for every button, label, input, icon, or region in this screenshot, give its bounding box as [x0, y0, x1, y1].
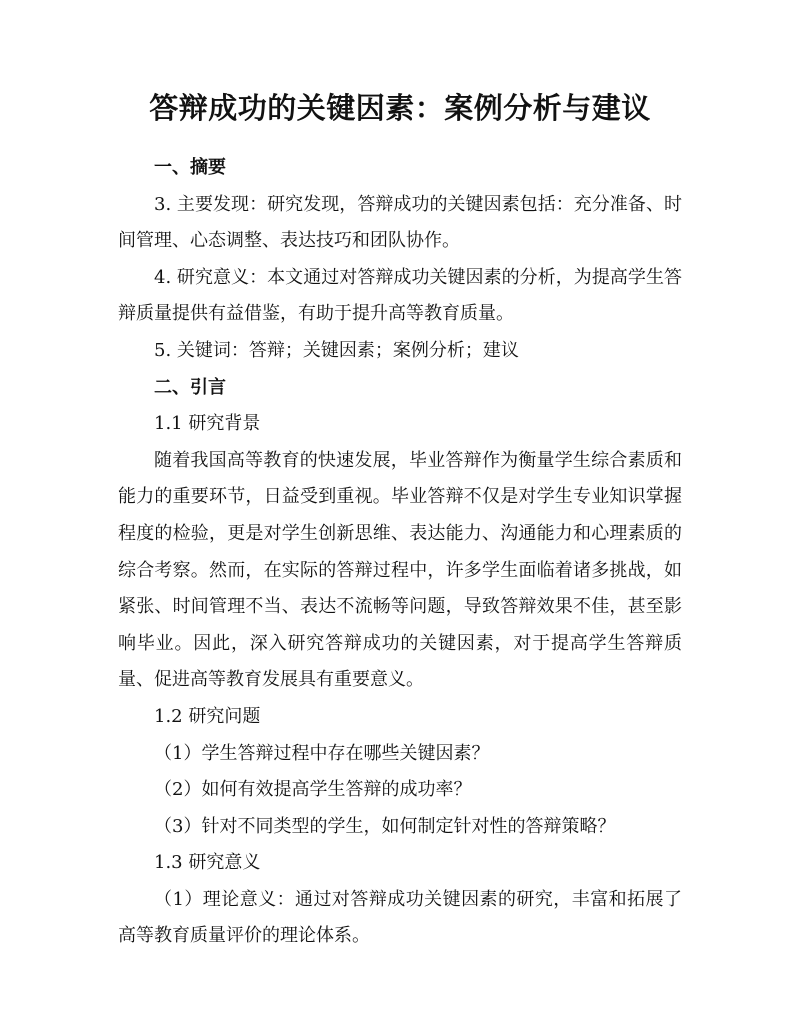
abstract-paragraph-4: 4. 研究意义：本文通过对答辩成功关键因素的分析，为提高学生答辩质量提供有益借鉴，有助于提升高等教育质量。 [118, 266, 682, 325]
section-1-3-heading: 1.3 研究意义 [154, 852, 261, 874]
document-title: 答辩成功的关键因素：案例分析与建议 [149, 91, 651, 125]
research-question-1: （1）学生答辩过程中存在哪些关键因素？ [154, 742, 490, 764]
section-1-2-heading: 1.2 研究问题 [154, 705, 261, 727]
section-1-1-body: 随着我国高等教育的快速发展，毕业答辩作为衡量学生综合素质和能力的重要环节，日益受到重视。毕业答辩不仅是对学生专业知识掌握程度的检验，更是对学生创新思维、表达能力、沟通能力和心理素质的综合考察。然而，在实际的答辩过程中，许多学生面临着诸多挑战，如紧张、时间管理不当、表达不流畅等问题，导致答辩效果不佳，甚至影响毕业。因此，深入研究答辩成功的关键因素，对于提高学生答辩质量、促进高等教育发展具有重要意义。 [118, 449, 682, 691]
research-question-2: （2）如何有效提高学生答辩的成功率？ [154, 779, 472, 801]
abstract-paragraph-3: 3. 主要发现：研究发现，答辩成功的关键因素包括：充分准备、时间管理、心态调整、表达技巧和团队协作。 [118, 193, 682, 252]
section-1-1-heading: 1.1 研究背景 [154, 413, 261, 435]
research-question-3: （3）针对不同类型的学生，如何制定针对性的答辩策略？ [154, 815, 616, 837]
abstract-heading: 一、摘要 [154, 157, 226, 178]
introduction-heading: 二、引言 [154, 376, 226, 398]
abstract-paragraph-5: 5. 关键词：答辩；关键因素；案例分析；建议 [154, 339, 519, 361]
section-1-3-paragraph-1: （1）理论意义：通过对答辩成功关键因素的研究，丰富和拓展了高等教育质量评价的理论体系。 [118, 888, 682, 947]
